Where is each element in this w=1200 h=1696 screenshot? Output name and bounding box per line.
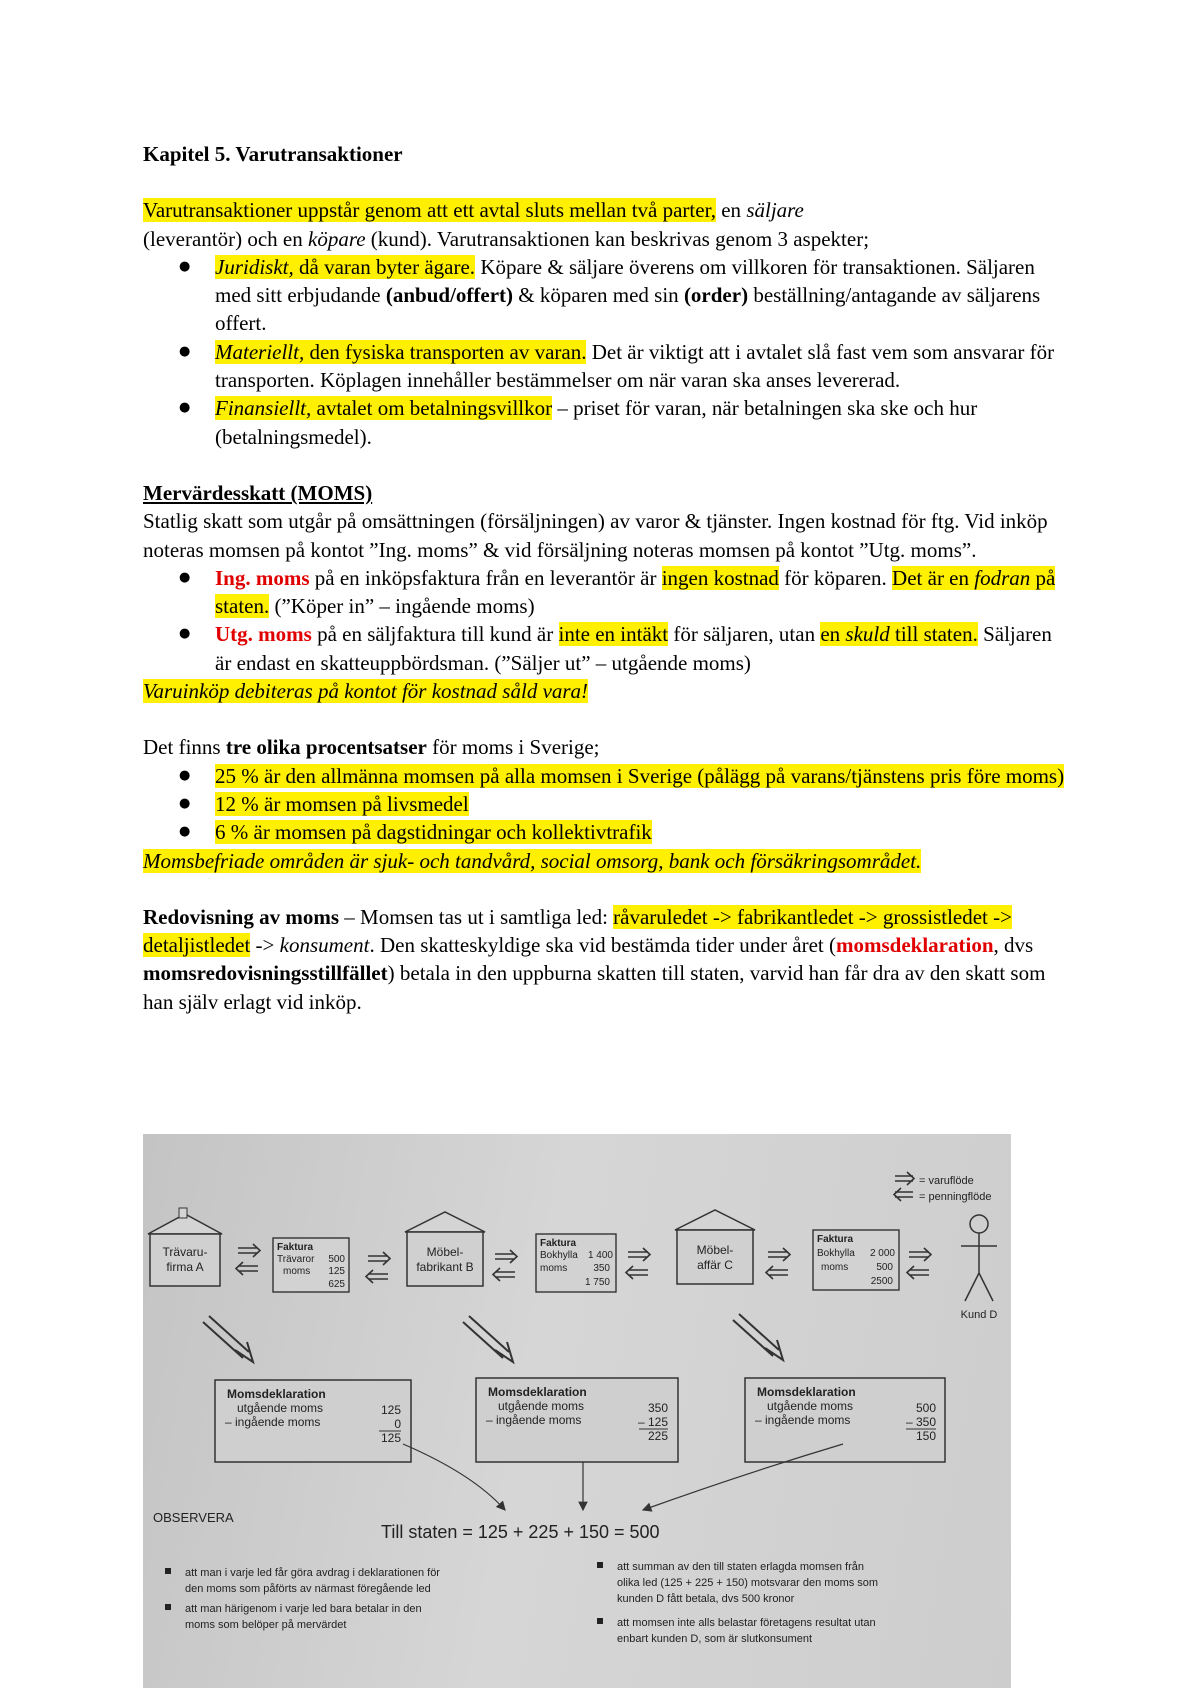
list-item: ● Utg. moms på en säljfaktura till kund är inte en intäkt för säljaren, utan en skuld till staten. Säljaren är endast en skatteuppbördsman. (”Säljer ut” – utgående moms) xyxy=(215,620,1073,677)
svg-text:500: 500 xyxy=(328,1254,345,1265)
svg-text:Faktura: Faktura xyxy=(277,1242,314,1253)
svg-text:125: 125 xyxy=(380,1403,401,1417)
moms-paragraph: Statlig skatt som utgår på omsättningen (försäljningen) av varor & tjänster. Ingen kostnad för ftg. Vid inköp noteras momsen på kontot ”Ing. moms” & vid försäljning noteras momsen på kontot ”Utg. moms”. xyxy=(143,509,1048,562)
customer-icon xyxy=(961,1215,997,1301)
svg-text:Momsdeklaration: Momsdeklaration xyxy=(488,1385,587,1399)
svg-text:moms: moms xyxy=(283,1266,311,1277)
svg-text:Momsdeklaration: Momsdeklaration xyxy=(757,1385,856,1399)
rates-intro: Det finns tre olika procentsatser för moms i Sverige; xyxy=(143,735,600,760)
svg-text:att man i varje led får göra a: att man i varje led får göra avdrag i deklarationen för xyxy=(185,1567,440,1579)
svg-text:enbart kunden D, som är slutko: enbart kunden D, som är slutkonsument xyxy=(617,1633,813,1645)
invoice-3 xyxy=(813,1230,899,1290)
intro-highlight: Varutransaktioner uppstår genom att ett avtal sluts mellan två parter, xyxy=(143,198,716,223)
svg-text:150: 150 xyxy=(915,1429,936,1443)
declaration-2 xyxy=(476,1378,678,1462)
svg-text:– ingående moms: – ingående moms xyxy=(755,1413,851,1427)
svg-text:moms: moms xyxy=(540,1263,568,1274)
legend-money: = penningflöde xyxy=(919,1191,992,1203)
svg-text:Trävaror: Trävaror xyxy=(277,1254,315,1265)
svg-text:– 125: – 125 xyxy=(637,1415,668,1429)
list-item: ● Materiellt, den fysiska transporten av varan. Det är viktigt att i avtalet slå fast vem som ansvarar för transporten. Köplagen innehåller bestämmelser om när varan ska anses levererad. xyxy=(215,338,1073,395)
invoice-1 xyxy=(273,1238,349,1292)
svg-text:moms: moms xyxy=(821,1262,849,1273)
svg-text:225: 225 xyxy=(647,1429,668,1443)
svg-text:att momsen inte alls belastar: att momsen inte alls belastar företagens resultat utan xyxy=(617,1617,876,1629)
svg-text:– ingående moms: – ingående moms xyxy=(486,1413,582,1427)
svg-text:350: 350 xyxy=(593,1263,610,1274)
rates-list xyxy=(143,762,1073,847)
svg-text:Momsdeklaration: Momsdeklaration xyxy=(227,1387,326,1401)
svg-text:moms som belöper på mervärdet: moms som belöper på mervärdet xyxy=(185,1619,347,1631)
svg-text:utgående moms: utgående moms xyxy=(767,1399,854,1413)
svg-text:olika led (125 + 225 + 150) mo: olika led (125 + 225 + 150) motsvarar den moms som xyxy=(617,1577,879,1589)
notes-right xyxy=(597,1561,878,1645)
intro-paragraph: Varutransaktioner uppstår genom att ett avtal sluts mellan två parter, en säljare (leverantör) och en köpare (kund). Varutransaktionen kan beskrivas genom 3 aspekter; xyxy=(143,198,870,251)
moms-note: Varuinköp debiteras på kontot för kostnad såld vara! xyxy=(143,679,589,704)
aspects-list xyxy=(143,253,1073,451)
legend xyxy=(894,1172,991,1203)
svg-text:den moms som påförts av närmas: den moms som påförts av närmast föregående led xyxy=(185,1583,431,1595)
svg-text:att summan av den till staten: att summan av den till staten erlagda momsen från xyxy=(617,1561,865,1573)
list-item: ● Finansiellt, avtalet om betalningsvillkor – priset för varan, när betalningen ska ske och hur (betalningsmedel). xyxy=(215,394,1073,451)
svg-text:625: 625 xyxy=(328,1279,345,1290)
document-body xyxy=(143,140,1073,1016)
till-staten: Till staten = 125 + 225 + 150 = 500 xyxy=(381,1522,660,1542)
company-a xyxy=(148,1208,222,1286)
list-item: ● 25 % är den allmänna momsen på alla momsen i Sverige (pålägg på varans/tjänstens pris före moms) xyxy=(215,762,1073,790)
moms-list xyxy=(143,564,1073,677)
svg-text:500: 500 xyxy=(876,1262,893,1273)
company-c xyxy=(675,1210,755,1284)
svg-text:125: 125 xyxy=(380,1431,401,1445)
declaration-3 xyxy=(745,1378,945,1462)
svg-text:Möbel-: Möbel- xyxy=(696,1243,734,1257)
svg-text:Faktura: Faktura xyxy=(540,1238,577,1249)
svg-text:att man härigenom i varje led: att man härigenom i varje led bara betalar in den xyxy=(185,1603,422,1615)
svg-text:Bokhylla: Bokhylla xyxy=(817,1248,855,1259)
list-item: ● Juridiskt, då varan byter ägare. Köpare & säljare överens om villkoren för transaktionen. Säljaren med sitt erbjudande (anbud/offert) & köparen med sin (order) beställning/antagande av säljarens offert. xyxy=(215,253,1073,338)
svg-text:kunden D fått betala, dvs 500: kunden D fått betala, dvs 500 kronor xyxy=(617,1593,795,1605)
svg-text:firma A: firma A xyxy=(166,1260,204,1274)
svg-text:– ingående moms: – ingående moms xyxy=(225,1415,321,1429)
list-item: ● Ing. moms på en inköpsfaktura från en leverantör är ingen kostnad för köparen. Det är en fodran på staten. (”Köper in” – ingående moms) xyxy=(215,564,1073,621)
svg-text:500: 500 xyxy=(915,1401,936,1415)
svg-text:fabrikant B: fabrikant B xyxy=(416,1260,474,1274)
moms-heading: Mervärdesskatt (MOMS) xyxy=(143,480,373,505)
company-b xyxy=(405,1212,485,1286)
svg-text:1 750: 1 750 xyxy=(584,1277,610,1288)
invoice-2 xyxy=(536,1234,616,1292)
svg-text:350: 350 xyxy=(647,1401,668,1415)
svg-text:Trävaru-: Trävaru- xyxy=(162,1245,208,1259)
svg-text:0: 0 xyxy=(394,1417,401,1431)
redovisning-paragraph: Redovisning av moms – Momsen tas ut i samtliga led: råvaruledet -> fabrikantledet -> grossistledet -> detaljistledet -> konsument. Den skatteskyldige ska vid bestämda tider under året (momsdeklaration, dvs momsredovisningsstillfället) betala in den uppburna skatten till staten, varvid han får dra av den skatt som han själv erlagt vid inköp. xyxy=(143,904,1046,1014)
moms-flow-figure xyxy=(143,1134,1011,1688)
svg-text:1 400: 1 400 xyxy=(587,1250,613,1261)
customer-label: Kund D xyxy=(960,1309,998,1321)
legend-goods: = varuflöde xyxy=(919,1175,974,1187)
list-item: ● 6 % är momsen på dagstidningar och kollektivtrafik xyxy=(215,818,1073,846)
list-item: ● 12 % är momsen på livsmedel xyxy=(215,790,1073,818)
observera-label: OBSERVERA xyxy=(153,1510,234,1525)
svg-text:utgående moms: utgående moms xyxy=(237,1401,324,1415)
svg-text:Faktura: Faktura xyxy=(817,1234,854,1245)
notes-left xyxy=(165,1567,440,1631)
svg-text:Bokhylla: Bokhylla xyxy=(540,1250,578,1261)
rates-note: Momsbefriade områden är sjuk- och tandvård, social omsorg, bank och försäkringsområdet. xyxy=(143,848,922,873)
declaration-1 xyxy=(215,1380,411,1462)
svg-text:125: 125 xyxy=(328,1266,345,1277)
svg-text:– 350: – 350 xyxy=(905,1415,936,1429)
svg-text:affär C: affär C xyxy=(697,1258,733,1272)
moms-flow-diagram xyxy=(143,1134,1011,1688)
svg-text:Möbel-: Möbel- xyxy=(426,1245,464,1259)
page-title: Kapitel 5. Varutransaktioner xyxy=(143,142,403,166)
svg-text:utgående moms: utgående moms xyxy=(498,1399,585,1413)
svg-text:2500: 2500 xyxy=(870,1276,893,1287)
diagonal-arrows xyxy=(203,1314,783,1362)
svg-text:2 000: 2 000 xyxy=(869,1248,895,1259)
